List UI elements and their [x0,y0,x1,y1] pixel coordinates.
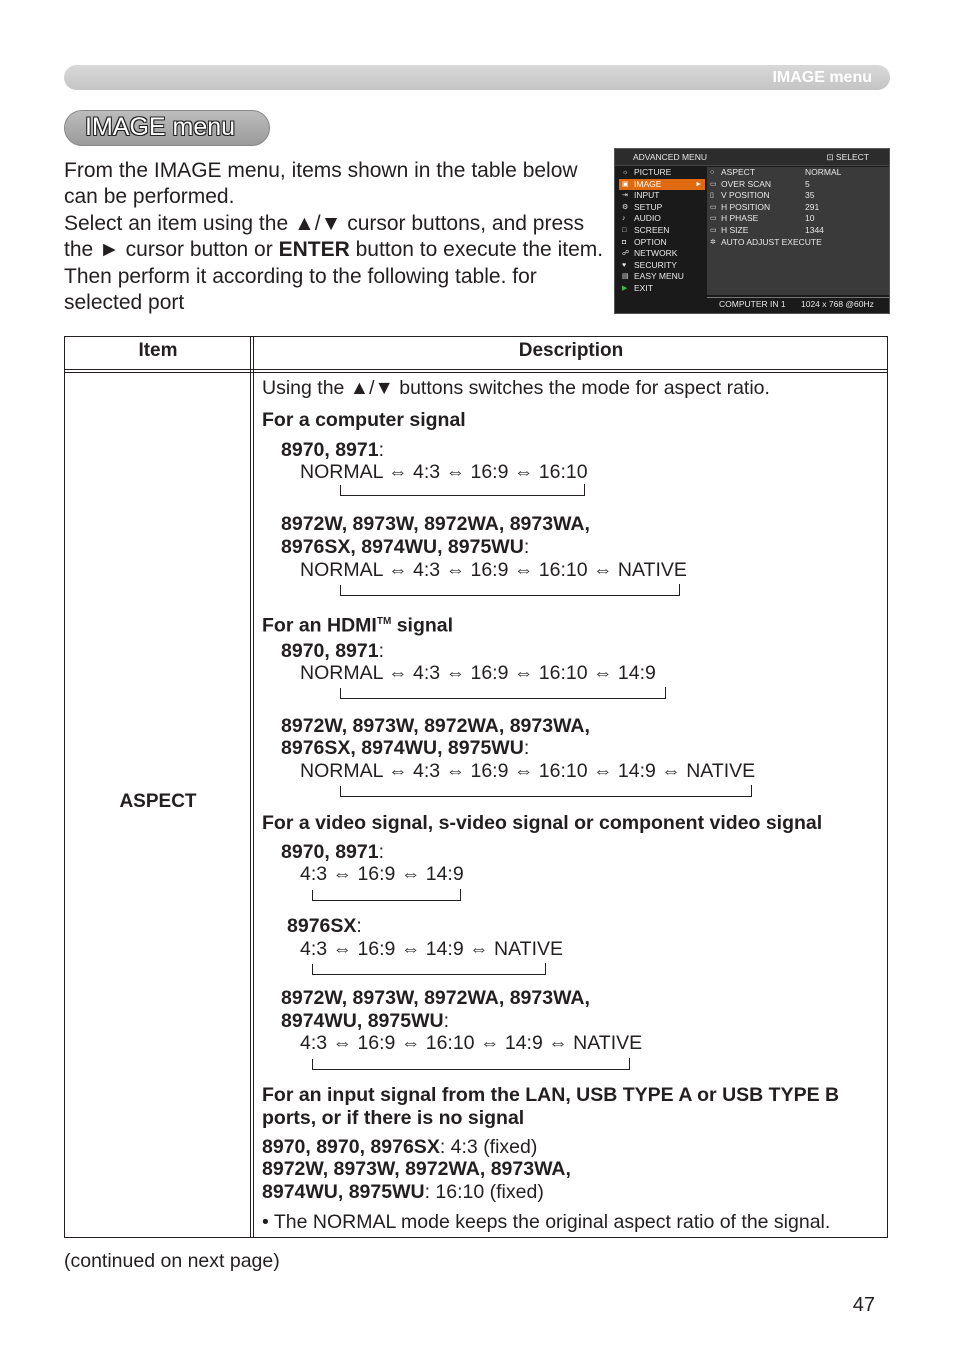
model-names: 8974WU, 8975WU [262,1181,425,1203]
aspect-sequence: 4:3 ⇔ 16:9 ⇔ 16:10 ⇔ 14:9 ⇔ NATIVE [300,1032,643,1054]
normal-mode-note: • The NORMAL mode keeps the original aspect ratio of the signal. [262,1211,831,1233]
osd-setting-name: ASPECT [721,167,756,177]
model-names: 8970, 8971 [281,841,379,863]
table-column-divider [250,336,251,1238]
osd-menu-label: OPTION [634,236,667,247]
lan-signal-heading-2: ports, or if there is no signal [262,1107,525,1129]
osd-menu-label: SETUP [634,201,663,212]
model-names: 8970, 8971 [281,439,379,461]
osd-menu-item [619,271,705,283]
osd-setting-row [707,179,889,191]
auto-adjust-icon: ✲ [710,238,716,246]
model-line [281,737,529,759]
colon: : [378,640,385,662]
osd-source: COMPUTER IN 1 [719,299,786,309]
osd-setting-row [707,167,889,179]
osd-menu-item [619,167,705,179]
osd-menu-item [619,248,705,260]
intro-text [64,158,604,316]
osd-status-bar [707,297,889,312]
osd-menu-item [619,213,705,225]
osd-menu-list [619,167,705,295]
h-position-icon: ▭ [710,203,717,211]
lan-signal-heading: For an input signal from the LAN, USB TYPE A or USB TYPE B [262,1084,840,1106]
osd-select-label: SELECT [835,152,869,162]
osd-setting-value: NORMAL [805,167,842,177]
lan-model-line [262,1181,544,1203]
page-title-pill [64,110,270,146]
model-names: 8972W, 8973W, 8972WA, 8973WA, [281,513,590,535]
osd-setting-name: OVER SCAN [721,178,772,189]
osd-select-hint: ⊡ SELECT [826,152,869,162]
model-names: 8976SX, 8974WU, 8975WU [281,737,524,759]
colon: : [523,536,530,558]
model-names: 8970, 8971 [281,640,379,662]
osd-menu-label: SCREEN [634,224,670,235]
h-size-icon: ▭ [710,226,717,234]
osd-setting-value: 10 [805,213,815,224]
osd-top-bar [615,149,889,166]
trademark: TM [376,616,392,627]
cycle-arrow [340,484,585,496]
table-header-divider [64,369,888,370]
page-number: 47 [852,1294,875,1316]
h-phase-icon: ▭ [710,215,717,223]
option-icon: ◘ [622,238,627,246]
aspect-sequence: NORMAL ⇔ 4:3 ⇔ 16:9 ⇔ 16:10 ⇔ NATIVE [300,559,687,581]
header-section-label: IMAGE menu [772,69,872,86]
osd-menu-label: SECURITY [634,259,677,270]
aspect-sequence: NORMAL ⇔ 4:3 ⇔ 16:9 ⇔ 16:10 [300,461,588,483]
osd-menu-item [619,190,705,202]
v-position-icon: ▯ [710,192,714,200]
model-line [281,536,529,558]
cycle-arrow [340,584,680,596]
model-line [281,439,384,461]
osd-menu-item [619,283,705,295]
fixed-value: : 16:10 (fixed) [424,1181,544,1203]
osd-menu-label: IMAGE [634,178,662,189]
page-title: IMAGE menu [85,113,236,141]
cycle-arrow [340,687,666,699]
osd-menu-label: PICTURE [634,167,672,177]
exit-icon: ▶ [622,284,628,292]
osd-setting-name: H SIZE [721,224,749,235]
fixed-value: : 4:3 (fixed) [439,1136,538,1158]
input-icon: ⇥ [622,192,628,200]
model-names: 8976SX, 8974WU, 8975WU [281,536,524,558]
osd-title: ADVANCED MENU [633,152,707,162]
model-line [281,715,590,737]
osd-resolution: 1024 x 768 @60Hz [801,299,874,309]
model-line [287,915,362,937]
model-names: 8974WU, 8975WU [281,1010,444,1032]
osd-menu-label: NETWORK [634,248,678,259]
osd-setting-value: 5 [805,178,810,189]
column-header-item: Item [138,340,178,361]
picture-icon: ☼ [622,169,629,176]
aspect-sequence: 4:3 ⇔ 16:9 ⇔ 14:9 [300,863,464,885]
image-icon: ▣ [622,180,629,188]
osd-setting-row [707,190,889,202]
aspect-icon: ○ [710,169,715,176]
aspect-sequence: NORMAL ⇔ 4:3 ⇔ 16:9 ⇔ 16:10 ⇔ 14:9 ⇔ NATIVE [300,760,756,782]
hdmi-heading-text-2: signal [391,614,454,637]
osd-setting-row [707,225,889,237]
screen-icon: □ [622,226,627,234]
description-intro: Using the ▲/▼ buttons switches the mode for aspect ratio. [262,377,770,399]
osd-menu-item [619,225,705,237]
intro-p2-part2: button to execute the item. Then perform it according to the following table. for selected port [64,238,604,315]
osd-menu-item [619,202,705,214]
column-header-description: Description [518,340,624,361]
osd-settings-panel [707,167,889,295]
lan-model-line [262,1158,571,1180]
computer-signal-heading: For a computer signal [262,409,466,431]
colon: : [443,1010,449,1032]
osd-setting-value: 291 [805,201,820,212]
osd-menu-screenshot [614,148,890,314]
osd-menu-label: INPUT [634,190,660,201]
arrow-right-icon: ► [695,180,702,188]
intro-enter-word: ENTER [278,238,350,262]
security-icon: ♥ [622,261,627,269]
osd-setting-name: H POSITION [721,201,771,212]
model-line [281,987,590,1009]
colon: : [378,841,385,863]
osd-menu-item-selected [619,179,705,191]
model-line [281,513,590,535]
overscan-icon: ▭ [710,180,717,188]
osd-setting-name: H PHASE [721,213,759,224]
intro-paragraph-1: From the IMAGE menu, items shown in the table below can be performed. [64,159,578,209]
model-line [281,1010,449,1032]
model-names: 8972W, 8973W, 8972WA, 8973WA, [281,715,590,737]
model-line [281,841,384,863]
model-names: 8972W, 8973W, 8972WA, 8973WA, [281,987,590,1009]
osd-menu-item [619,260,705,272]
osd-setting-value: 35 [805,190,815,201]
cycle-arrow [312,1058,630,1070]
intro-paragraph-2 [64,211,604,317]
table-header-divider-2 [64,372,888,373]
hdmi-heading-text: For an HDMI [262,614,377,637]
cycle-arrow [312,889,461,901]
colon: : [523,737,530,759]
osd-setting-name: AUTO ADJUST EXECUTE [721,236,822,247]
item-aspect: ASPECT [119,791,197,812]
intro-p2-part1: Select an item using the ▲/▼ cursor buttons, and press the ► cursor button or [64,211,585,262]
cycle-arrow [340,785,752,797]
cycle-arrow [312,963,546,975]
setup-icon: ⚙ [622,203,629,211]
model-names: 8972W, 8973W, 8972WA, 8973WA, [262,1158,571,1180]
table-column-divider-2 [253,336,254,1238]
colon: : [378,439,385,461]
network-icon: ☍ [622,250,630,258]
model-names: 8976SX [287,915,357,937]
model-line [281,640,384,662]
colon: : [356,915,362,937]
osd-setting-value: 1344 [805,224,824,235]
aspect-sequence: NORMAL ⇔ 4:3 ⇔ 16:9 ⇔ 16:10 ⇔ 14:9 [300,662,656,684]
continued-note: (continued on next page) [64,1250,280,1272]
header-bar [64,65,890,90]
osd-setting-name: V POSITION [721,190,770,201]
hdmi-signal-heading [262,611,453,637]
osd-menu-label: EXIT [634,282,653,293]
osd-setting-row [707,202,889,214]
easy-menu-icon: ▤ [622,273,629,281]
aspect-sequence: 4:3 ⇔ 16:9 ⇔ 14:9 ⇔ NATIVE [300,938,564,960]
model-names: 8970, 8970, 8976SX [262,1136,440,1158]
lan-model-line [262,1136,537,1158]
osd-menu-label: EASY MENU [634,271,684,282]
osd-menu-item [619,237,705,249]
audio-icon: ♪ [622,215,626,223]
osd-menu-label: AUDIO [634,213,661,224]
video-signal-heading: For a video signal, s-video signal or component video signal [262,812,823,834]
osd-setting-row [707,213,889,225]
osd-setting-row [707,237,889,249]
